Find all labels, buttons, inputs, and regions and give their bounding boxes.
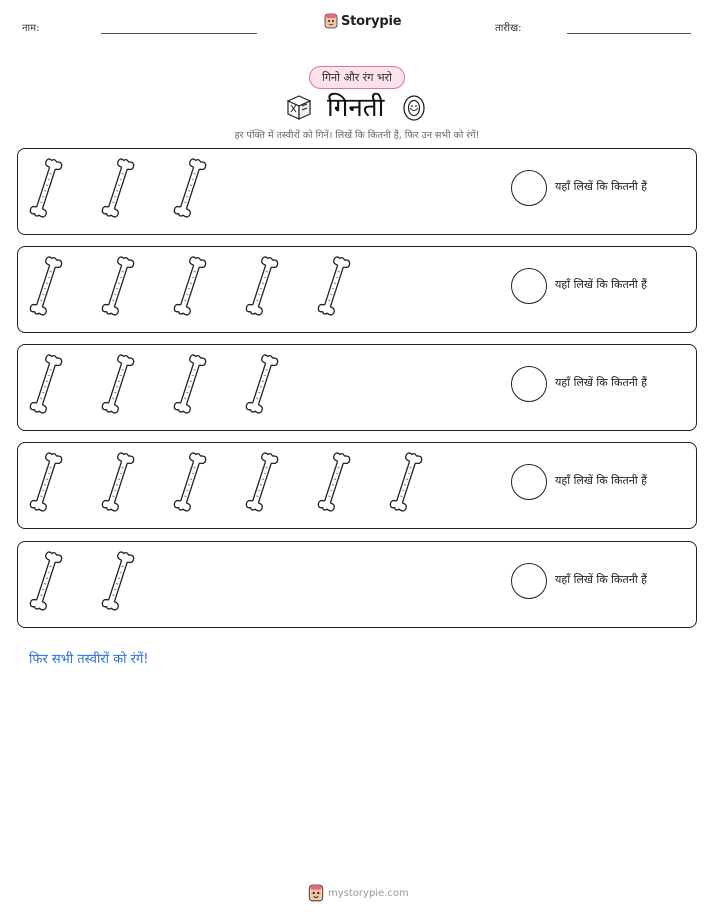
bone-icon[interactable] bbox=[388, 451, 424, 513]
answer-circle[interactable] bbox=[511, 366, 547, 402]
bone-icon[interactable] bbox=[100, 255, 136, 317]
answer-label: यहाँ लिखें कि कितनी हैं bbox=[555, 474, 648, 487]
number-zero-icon bbox=[402, 94, 426, 122]
bone-icon[interactable] bbox=[316, 255, 352, 317]
name-line[interactable] bbox=[101, 33, 257, 34]
bone-icon[interactable] bbox=[28, 157, 64, 219]
bone-icon[interactable] bbox=[28, 451, 64, 513]
storypie-mascot-icon bbox=[324, 13, 338, 29]
answer-label: यहाँ लिखें कि कितनी हैं bbox=[555, 180, 648, 193]
name-label: नाम: bbox=[22, 23, 40, 34]
instructions: हर पंक्ति में तस्वीरों को गिनें। लिखें कि कितनी हैं, फिर उन सभी को रंगें! bbox=[234, 130, 480, 141]
bone-icon[interactable] bbox=[100, 157, 136, 219]
bone-icon[interactable] bbox=[28, 550, 64, 612]
page-title: गिनती bbox=[327, 93, 385, 123]
answer-label: यहाँ लिखें कि कितनी हैं bbox=[555, 573, 648, 586]
bone-icon[interactable] bbox=[172, 157, 208, 219]
bone-icon[interactable] bbox=[28, 255, 64, 317]
answer-label: यहाँ लिखें कि कितनी हैं bbox=[555, 278, 648, 291]
bone-icon[interactable] bbox=[100, 451, 136, 513]
answer-circle[interactable] bbox=[511, 268, 547, 304]
counting-row bbox=[17, 442, 697, 529]
bone-icon[interactable] bbox=[172, 353, 208, 415]
bone-group bbox=[28, 157, 458, 227]
bone-group bbox=[28, 451, 458, 521]
bone-group bbox=[28, 353, 458, 423]
answer-circle[interactable] bbox=[511, 563, 547, 599]
footer-note: फिर सभी तस्वीरों को रंगें! bbox=[29, 652, 149, 667]
site-footer bbox=[308, 884, 409, 902]
bone-icon[interactable] bbox=[28, 353, 64, 415]
brand-logo bbox=[324, 13, 401, 29]
activity-badge: गिनो और रंग भरो bbox=[309, 66, 405, 89]
bone-icon[interactable] bbox=[100, 550, 136, 612]
counting-row bbox=[17, 148, 697, 235]
answer-circle[interactable] bbox=[511, 464, 547, 500]
bone-icon[interactable] bbox=[316, 451, 352, 513]
bone-group bbox=[28, 550, 458, 620]
counting-row bbox=[17, 246, 697, 333]
counting-row bbox=[17, 344, 697, 431]
bone-icon[interactable] bbox=[172, 451, 208, 513]
bone-icon[interactable] bbox=[100, 353, 136, 415]
bone-group bbox=[28, 255, 458, 325]
site-url: mystorypie.com bbox=[328, 887, 409, 899]
brand-name: Storypie bbox=[341, 13, 402, 29]
counting-row bbox=[17, 541, 697, 628]
date-line[interactable] bbox=[567, 33, 691, 34]
date-label: तारीख: bbox=[495, 23, 522, 34]
bone-icon[interactable] bbox=[244, 451, 280, 513]
storypie-mascot-icon bbox=[308, 884, 324, 902]
bone-icon[interactable] bbox=[172, 255, 208, 317]
bone-icon[interactable] bbox=[244, 255, 280, 317]
bone-icon[interactable] bbox=[244, 353, 280, 415]
answer-circle[interactable] bbox=[511, 170, 547, 206]
answer-label: यहाँ लिखें कि कितनी हैं bbox=[555, 376, 648, 389]
number-block-icon bbox=[284, 92, 314, 122]
